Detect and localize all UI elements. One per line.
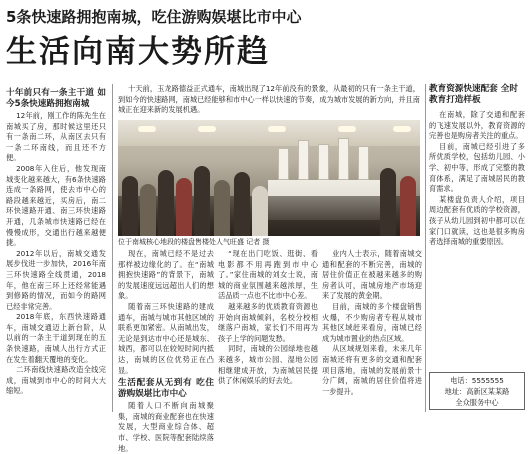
person bbox=[214, 180, 230, 236]
model-tower bbox=[338, 138, 349, 180]
person bbox=[122, 176, 138, 236]
sales-office-photo bbox=[118, 120, 420, 236]
person bbox=[176, 178, 192, 236]
paragraph: 越来越多的优质教育资源也开始向南城倾斜，名校分校相继落户南城，家长们不用再为孩子上学的问题发愁。 bbox=[218, 301, 318, 343]
photo-caption: 位于南城核心地段的楼盘售楼处人气旺盛 记者 摄 bbox=[118, 238, 270, 246]
model-tower bbox=[358, 146, 369, 180]
person bbox=[140, 184, 156, 236]
paragraph: 业内人士表示，随着南城交通和配套的不断完善，南城的居住价值正在被越来越多的购房者认可，南城房地产市场迎来了发展的黄金期。 bbox=[322, 249, 422, 301]
paragraph: 随着人口不断向南城聚集，南城的商业配套也在快速发展，大型商业综合体、超市、学校、医院等配套陆续落地。 bbox=[118, 401, 214, 453]
paragraph: 目前，南城的多个楼盘销售火爆，不少购房者专程从城市其他区域赶来看房，南城已经成为城市置业的热点区域。 bbox=[322, 301, 422, 343]
contact-phone: 电话：5555555 bbox=[450, 376, 504, 385]
sidebar-body bbox=[429, 110, 525, 370]
sidebar-title: 教育资源快速配套 全时教育打造样板 bbox=[429, 84, 518, 105]
paragraph: 2018年底，东西快速路通车，南城交通迈上新台阶，从以前的一条主干道到现在的五条快速路，南城人出行方式正在发生着翻天覆地的变化。 bbox=[6, 312, 106, 364]
photo-light bbox=[393, 126, 411, 132]
paragraph: 同时，南城的公园绿地也越来越多，城市公园、湿地公园相继建成开放，为南城居民提供了休闲娱乐的好去处。 bbox=[218, 344, 318, 386]
left-column bbox=[6, 86, 106, 412]
model-tower bbox=[278, 148, 289, 180]
contact-note: 全众服务中心 bbox=[455, 398, 499, 407]
section-subhead: 生活配套从无到有 吃住游购娱堪比市中心 bbox=[118, 378, 214, 400]
person bbox=[400, 176, 416, 236]
column-divider bbox=[425, 84, 426, 412]
photo-light bbox=[268, 126, 286, 132]
model-tower bbox=[298, 140, 309, 180]
photo-light bbox=[138, 126, 156, 132]
model-tower bbox=[318, 144, 329, 180]
photo-light bbox=[198, 126, 216, 132]
middle-column-2 bbox=[218, 249, 318, 414]
middle-column-3 bbox=[322, 249, 422, 414]
paragraph: 现在，南城已经不是过去那样被边缘化的了。在“南城拥抱快速路”的背景下，南城的发展速度远远超出人们的想象。 bbox=[118, 249, 214, 301]
paragraph: “现在出门吃饭、逛街、看电影都不用再跑到市中心了。”家住南城的刘女士说，南城的商业氛围越来越浓厚，生活品质一点也不比市中心差。 bbox=[218, 249, 318, 301]
paragraph: 目前，南城已经引进了多所优质学校，包括幼儿园、小学、初中等，形成了完整的教育体系，满足了南城居民的教育需求。 bbox=[429, 141, 525, 194]
paragraph: 12年前，刚工作的陈先生在南城买了房，那时候这里还只有一条南二环，从南区去只有一条二环南线，而且还不方便。 bbox=[6, 111, 106, 163]
paragraph: 二环南线快速路改造全线完成，南城到市中心的时间大大缩短。 bbox=[6, 365, 106, 396]
photo-light bbox=[338, 126, 356, 132]
paragraph: 十天前，玉龙路德益正式通车，南城出现了12年前没有的景象，从最初的只有一条主干道，到如今的快速路网，南城已经能够和市中心一样以快速的节奏，成为城市发展的新方向，并且南城正在迎来新的发展机遇。 bbox=[118, 84, 420, 115]
photo-ceiling bbox=[118, 120, 420, 146]
education-sidebar bbox=[429, 84, 525, 411]
contact-box bbox=[429, 372, 525, 410]
article-kicker: 5条快速路拥抱南城，吃住游购娱堪比市中心 bbox=[6, 8, 302, 26]
column-divider bbox=[112, 84, 113, 412]
contact-address: 地址：高新区某某路 bbox=[444, 387, 510, 396]
paragraph: 某楼盘负责人介绍，项目周边配套有优质的学校资源，孩子从幼儿园到初中都可以在家门口就读，这也是很多购房者选择南城的重要原因。 bbox=[429, 194, 525, 247]
person bbox=[252, 186, 268, 236]
paragraph: 2012年以后，南城交通发展步伐进一步加快，2016年南三环快速路全线贯通，2018年，他在南三环上还经常能遇到修路的情况，而如今的路网已经非常完善。 bbox=[6, 248, 106, 311]
person bbox=[158, 170, 174, 236]
middle-column-1 bbox=[118, 249, 214, 453]
person bbox=[234, 172, 250, 236]
paragraph: 在南城，除了交通和配套的飞速发展以外，教育资源的完善也是购房者关注的重点。 bbox=[429, 110, 525, 141]
lead-paragraph bbox=[118, 84, 420, 120]
article-headline: 生活向南大势所趋 bbox=[6, 34, 270, 70]
person bbox=[194, 166, 210, 236]
paragraph: 2008年入住后，他发现南城变化越来越大，有6条快速路连成一条路网，使去市中心的路段越来越近，买房后，南二环快速路开通、南三环快速路开通，几条城市快速路已经在慢慢成形，交通出行越来越便捷。 bbox=[6, 163, 106, 248]
paragraph: 随着南三环快速路的建成通车，南城与城市其他区域的联系更加紧密。从南城出发，无论是到达市中心还是城东、城西，都可以在较短时间内抵达，南城的区位优势正在凸显。 bbox=[118, 301, 214, 375]
left-column-intro: 十年前只有一条主干道 如今5条快速路拥抱南城 bbox=[6, 88, 106, 109]
person bbox=[380, 168, 396, 236]
paragraph: 从区域规划来看，未来几年南城还将有更多的交通和配套项目落地，南城的发展前景十分广阔，南城的居住价值将进一步提升。 bbox=[322, 344, 422, 396]
